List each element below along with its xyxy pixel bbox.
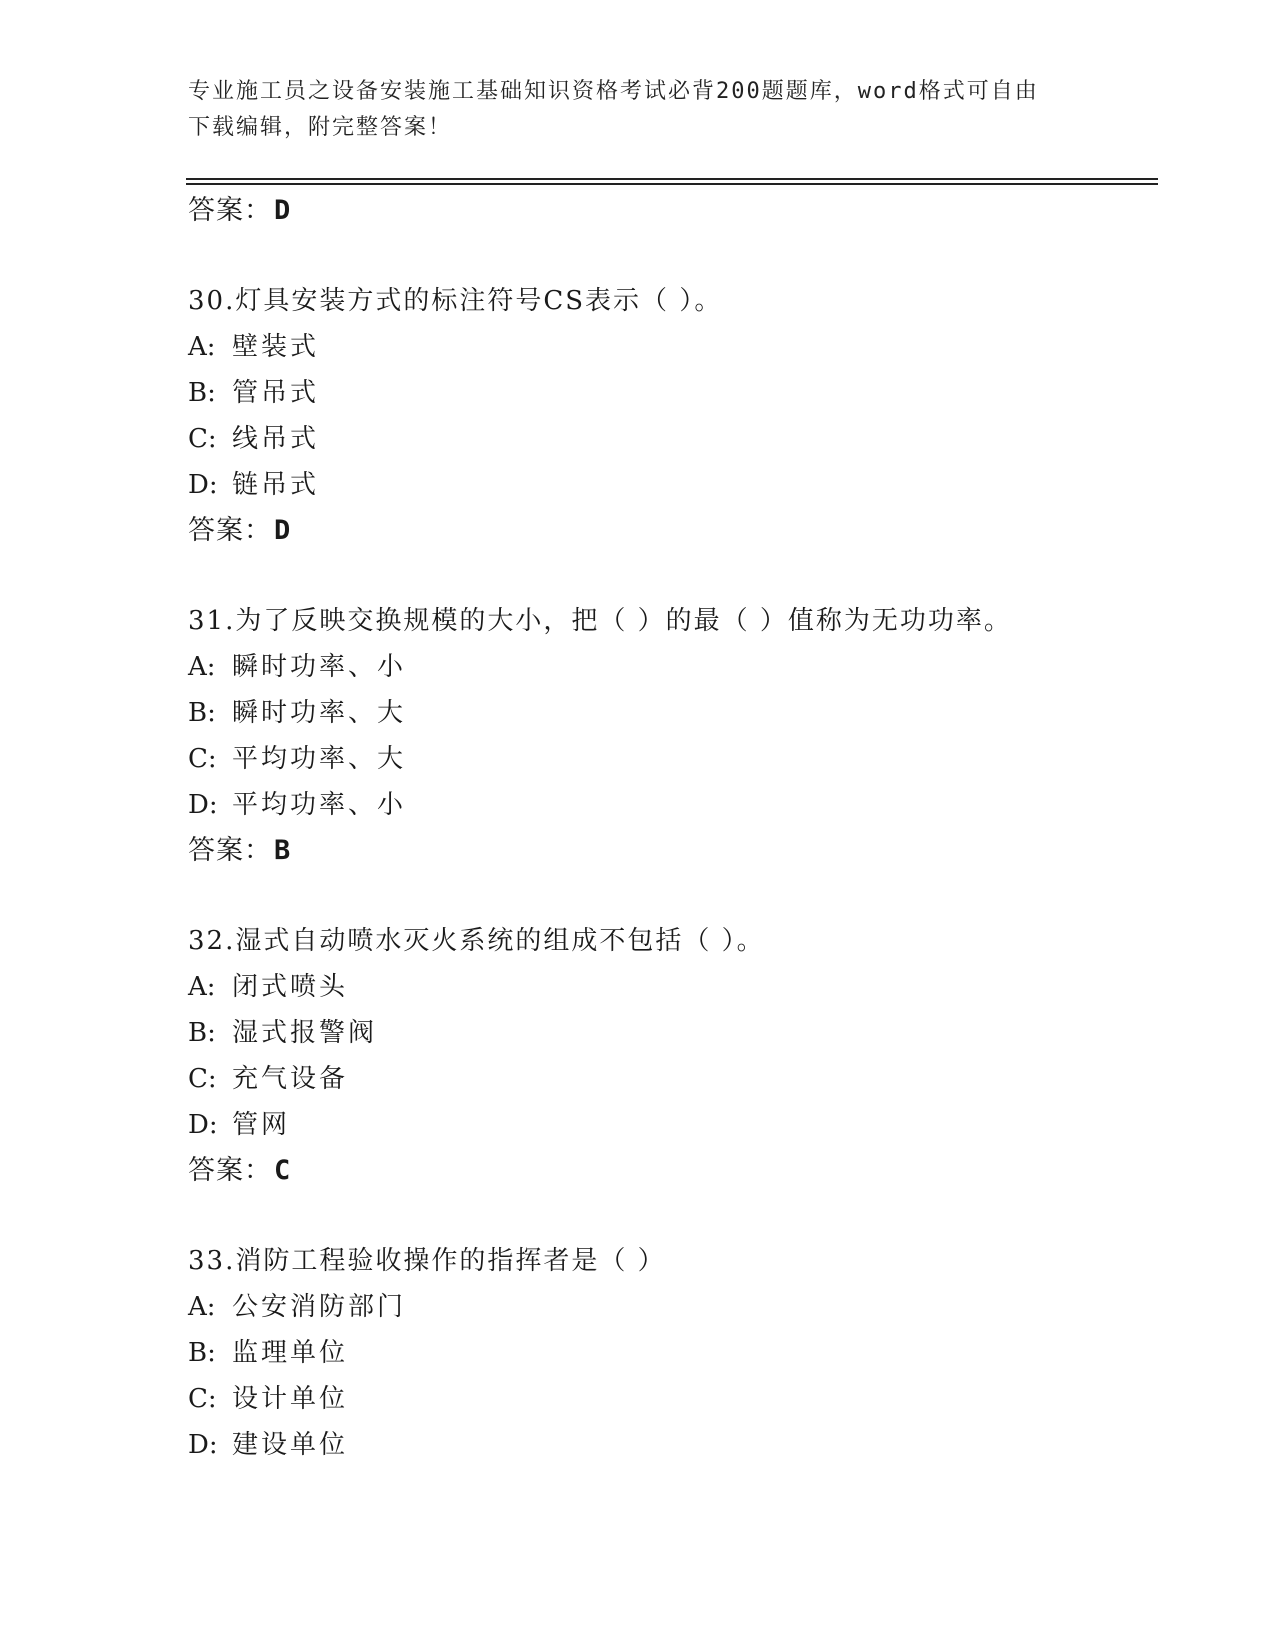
option-c — [188, 1056, 1148, 1102]
answer-line — [188, 828, 1148, 874]
option-text: 线吊式 — [232, 424, 320, 454]
option-text: 平均功率、小 — [232, 790, 407, 820]
question-stem: 32.湿式自动喷水灭火系统的组成不包括（ ）。 — [188, 926, 765, 956]
option-key: C: — [188, 744, 217, 774]
answer-label: 答案： — [188, 835, 272, 866]
question-30 — [188, 278, 1148, 554]
question-33 — [188, 1238, 1148, 1468]
option-b — [188, 1330, 1148, 1376]
option-a — [188, 324, 1148, 370]
option-text: 监理单位 — [232, 1338, 349, 1368]
option-key: B: — [188, 1338, 216, 1368]
option-text: 充气设备 — [232, 1064, 349, 1094]
option-d — [188, 1102, 1148, 1148]
question-list — [188, 188, 1148, 1468]
option-key: A: — [188, 1292, 216, 1322]
option-text: 建设单位 — [232, 1430, 349, 1460]
option-c — [188, 1376, 1148, 1422]
option-key: B: — [188, 698, 216, 728]
option-text: 设计单位 — [232, 1384, 349, 1414]
option-key: C: — [188, 1064, 217, 1094]
option-key: D: — [188, 1110, 218, 1140]
option-key: A: — [188, 332, 216, 362]
answer-value: D — [274, 515, 291, 546]
option-text: 闭式喷头 — [232, 972, 349, 1002]
option-b — [188, 1010, 1148, 1056]
question-31 — [188, 598, 1148, 874]
option-b — [188, 370, 1148, 416]
spacer — [188, 874, 1148, 918]
option-text: 湿式报警阀 — [232, 1018, 378, 1048]
option-text: 壁装式 — [232, 332, 320, 362]
option-a — [188, 644, 1148, 690]
option-text: 瞬时功率、小 — [232, 652, 407, 682]
question-32 — [188, 918, 1148, 1194]
document-header — [188, 74, 1068, 146]
option-key: D: — [188, 790, 218, 820]
option-key: A: — [188, 652, 216, 682]
answer-value: B — [274, 835, 291, 866]
option-key: C: — [188, 424, 217, 454]
option-d — [188, 462, 1148, 508]
spacer — [188, 234, 1148, 278]
header-line-2: 下载编辑，附完整答案！ — [188, 115, 453, 140]
answer-label: 答案： — [188, 515, 272, 546]
option-text: 管网 — [232, 1110, 291, 1140]
option-c — [188, 416, 1148, 462]
answer-line — [188, 1148, 1148, 1194]
option-key: A: — [188, 972, 216, 1002]
option-text: 管吊式 — [232, 378, 320, 408]
answer-label: 答案： — [188, 195, 272, 226]
question-stem: 30.灯具安装方式的标注符号CS表示（ ）。 — [188, 286, 723, 316]
option-key: B: — [188, 1018, 216, 1048]
option-key: D: — [188, 470, 218, 500]
header-divider-top — [186, 178, 1158, 180]
option-text: 链吊式 — [232, 470, 320, 500]
option-text: 公安消防部门 — [232, 1292, 407, 1322]
header-divider-bottom — [186, 183, 1158, 185]
answer-label: 答案： — [188, 1155, 272, 1186]
answer-line — [188, 508, 1148, 554]
option-b — [188, 690, 1148, 736]
question-stem: 33.消防工程验收操作的指挥者是（ ） — [188, 1246, 666, 1276]
option-text: 平均功率、大 — [232, 744, 407, 774]
option-c — [188, 736, 1148, 782]
header-line-1: 专业施工员之设备安装施工基础知识资格考试必背200题题库，word格式可自由 — [188, 79, 1039, 104]
option-text: 瞬时功率、大 — [232, 698, 407, 728]
option-key: C: — [188, 1384, 217, 1414]
spacer — [188, 554, 1148, 598]
answer-line — [188, 188, 1148, 234]
option-key: D: — [188, 1430, 218, 1460]
option-a — [188, 964, 1148, 1010]
option-a — [188, 1284, 1148, 1330]
option-d — [188, 1422, 1148, 1468]
answer-value: D — [274, 195, 291, 226]
answer-value: C — [274, 1155, 291, 1186]
question-stem: 31.为了反映交换规模的大小，把（ ）的最（ ）值称为无功功率。 — [188, 606, 1012, 636]
option-key: B: — [188, 378, 216, 408]
option-d — [188, 782, 1148, 828]
spacer — [188, 1194, 1148, 1238]
